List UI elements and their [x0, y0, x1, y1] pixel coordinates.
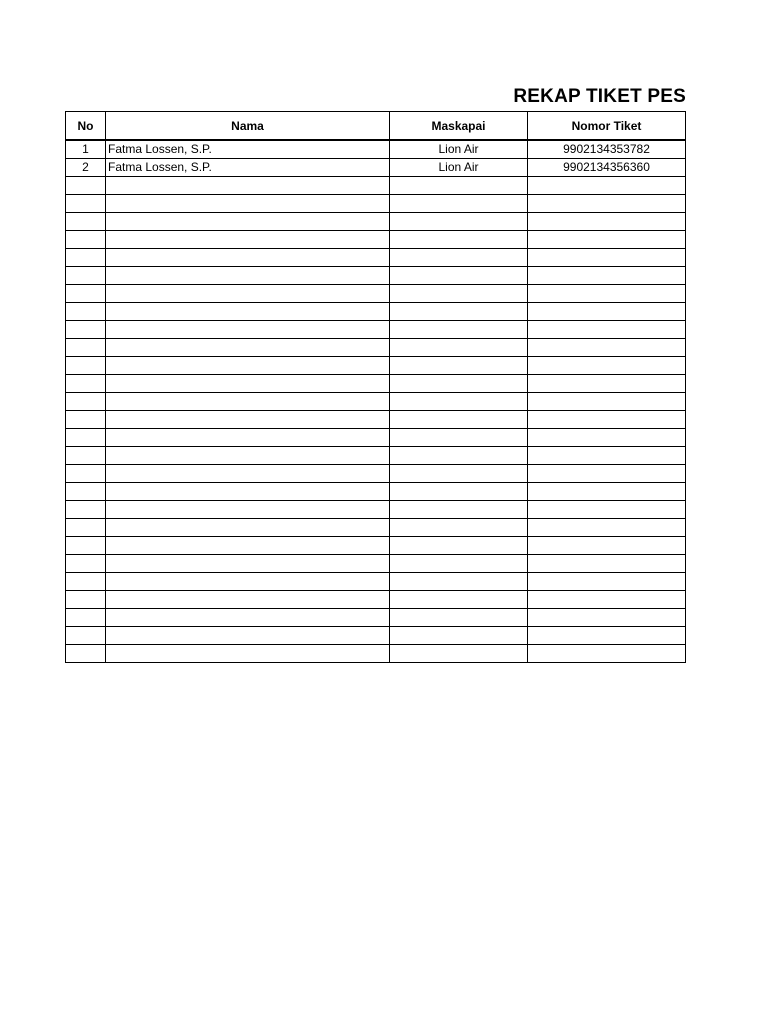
cell-maskapai [390, 519, 528, 537]
header-maskapai: Maskapai [390, 112, 528, 141]
cell-nama [106, 465, 390, 483]
table-header-row [66, 112, 686, 141]
table-row [66, 609, 686, 627]
cell-nomor-tiket [528, 195, 686, 213]
cell-maskapai [390, 339, 528, 357]
cell-maskapai [390, 267, 528, 285]
table-row [66, 159, 686, 177]
cell-no [66, 591, 106, 609]
table-row [66, 519, 686, 537]
table-row [66, 627, 686, 645]
cell-maskapai [390, 447, 528, 465]
cell-no [66, 429, 106, 447]
cell-no [66, 213, 106, 231]
cell-nama [106, 609, 390, 627]
cell-nomor-tiket [528, 519, 686, 537]
cell-no [66, 411, 106, 429]
cell-maskapai [390, 231, 528, 249]
cell-maskapai [390, 213, 528, 231]
table-row [66, 573, 686, 591]
cell-no [66, 303, 106, 321]
cell-maskapai [390, 537, 528, 555]
cell-no [66, 645, 106, 663]
cell-nomor-tiket [528, 249, 686, 267]
cell-nama [106, 231, 390, 249]
cell-nama [106, 501, 390, 519]
cell-no [66, 501, 106, 519]
cell-maskapai [390, 501, 528, 519]
table-row [66, 375, 686, 393]
cell-nama [106, 267, 390, 285]
table-row [66, 231, 686, 249]
cell-nama [106, 519, 390, 537]
cell-nama [106, 555, 390, 573]
table-row [66, 483, 686, 501]
cell-nama [106, 195, 390, 213]
cell-maskapai [390, 411, 528, 429]
cell-nomor-tiket [528, 537, 686, 555]
cell-maskapai [390, 429, 528, 447]
header-no: No [66, 112, 106, 141]
cell-no [66, 393, 106, 411]
cell-maskapai [390, 303, 528, 321]
table-row [66, 249, 686, 267]
table-row [66, 429, 686, 447]
cell-nomor-tiket [528, 285, 686, 303]
cell-maskapai [390, 609, 528, 627]
cell-no [66, 267, 106, 285]
cell-nomor-tiket [528, 429, 686, 447]
table-row [66, 267, 686, 285]
cell-nomor-tiket [528, 609, 686, 627]
cell-nomor-tiket [528, 231, 686, 249]
cell-nama [106, 483, 390, 501]
cell-nama [106, 537, 390, 555]
cell-nomor-tiket [528, 375, 686, 393]
cell-nama [106, 411, 390, 429]
table-row [66, 555, 686, 573]
cell-nama [106, 339, 390, 357]
cell-nama [106, 447, 390, 465]
table-body [66, 140, 686, 663]
cell-nama [106, 357, 390, 375]
cell-nama [106, 249, 390, 267]
cell-nomor-tiket [528, 393, 686, 411]
cell-no [66, 573, 106, 591]
cell-maskapai: Lion Air [390, 159, 528, 177]
table-row [66, 195, 686, 213]
table-row [66, 393, 686, 411]
cell-no [66, 447, 106, 465]
cell-nomor-tiket [528, 483, 686, 501]
table-row [66, 339, 686, 357]
table-row [66, 177, 686, 195]
table-row [66, 501, 686, 519]
cell-maskapai [390, 483, 528, 501]
cell-nomor-tiket [528, 447, 686, 465]
cell-no [66, 375, 106, 393]
table-row [66, 465, 686, 483]
cell-nomor-tiket [528, 213, 686, 231]
cell-nomor-tiket [528, 303, 686, 321]
cell-nomor-tiket [528, 321, 686, 339]
header-nomor-tiket: Nomor Tiket [528, 112, 686, 141]
cell-nama [106, 177, 390, 195]
cell-maskapai [390, 195, 528, 213]
cell-no [66, 231, 106, 249]
cell-nomor-tiket [528, 267, 686, 285]
cell-nama [106, 627, 390, 645]
table-row [66, 591, 686, 609]
cell-nama [106, 213, 390, 231]
cell-no [66, 519, 106, 537]
cell-no [66, 339, 106, 357]
cell-maskapai [390, 465, 528, 483]
cell-maskapai [390, 177, 528, 195]
table-row [66, 213, 686, 231]
cell-nomor-tiket [528, 465, 686, 483]
table-row [66, 140, 686, 159]
table-row [66, 537, 686, 555]
cell-maskapai [390, 645, 528, 663]
cell-nomor-tiket [528, 501, 686, 519]
cell-nama [106, 303, 390, 321]
cell-nomor-tiket [528, 411, 686, 429]
cell-no [66, 627, 106, 645]
cell-nama [106, 321, 390, 339]
cell-nama [106, 375, 390, 393]
cell-no [66, 465, 106, 483]
cell-maskapai [390, 591, 528, 609]
cell-nomor-tiket [528, 177, 686, 195]
cell-no: 1 [66, 140, 106, 159]
cell-maskapai [390, 357, 528, 375]
cell-nama [106, 429, 390, 447]
cell-no [66, 555, 106, 573]
cell-nama: Fatma Lossen, S.P. [106, 159, 390, 177]
table-row [66, 411, 686, 429]
cell-no [66, 357, 106, 375]
cell-maskapai [390, 249, 528, 267]
cell-maskapai [390, 375, 528, 393]
cell-nomor-tiket [528, 591, 686, 609]
table-row [66, 285, 686, 303]
cell-no [66, 321, 106, 339]
cell-no [66, 537, 106, 555]
cell-maskapai [390, 627, 528, 645]
cell-maskapai [390, 321, 528, 339]
table-row [66, 321, 686, 339]
cell-nomor-tiket: 9902134356360 [528, 159, 686, 177]
cell-nomor-tiket [528, 627, 686, 645]
cell-no [66, 195, 106, 213]
cell-nomor-tiket [528, 357, 686, 375]
table-row [66, 645, 686, 663]
cell-nama [106, 591, 390, 609]
cell-nama [106, 393, 390, 411]
cell-no [66, 609, 106, 627]
cell-no [66, 177, 106, 195]
cell-no [66, 483, 106, 501]
table-row [66, 357, 686, 375]
cell-maskapai [390, 393, 528, 411]
cell-maskapai: Lion Air [390, 140, 528, 159]
header-nama: Nama [106, 112, 390, 141]
cell-maskapai [390, 573, 528, 591]
cell-no: 2 [66, 159, 106, 177]
cell-no [66, 249, 106, 267]
cell-nomor-tiket [528, 645, 686, 663]
cell-nomor-tiket [528, 573, 686, 591]
cell-nomor-tiket: 9902134353782 [528, 140, 686, 159]
cell-nomor-tiket [528, 555, 686, 573]
ticket-recap-table [65, 111, 686, 663]
cell-nomor-tiket [528, 339, 686, 357]
document-title: REKAP TIKET PES [513, 86, 686, 107]
cell-nama: Fatma Lossen, S.P. [106, 140, 390, 159]
cell-maskapai [390, 555, 528, 573]
cell-nama [106, 645, 390, 663]
cell-nama [106, 573, 390, 591]
cell-no [66, 285, 106, 303]
table-row [66, 447, 686, 465]
cell-nama [106, 285, 390, 303]
cell-maskapai [390, 285, 528, 303]
table-row [66, 303, 686, 321]
